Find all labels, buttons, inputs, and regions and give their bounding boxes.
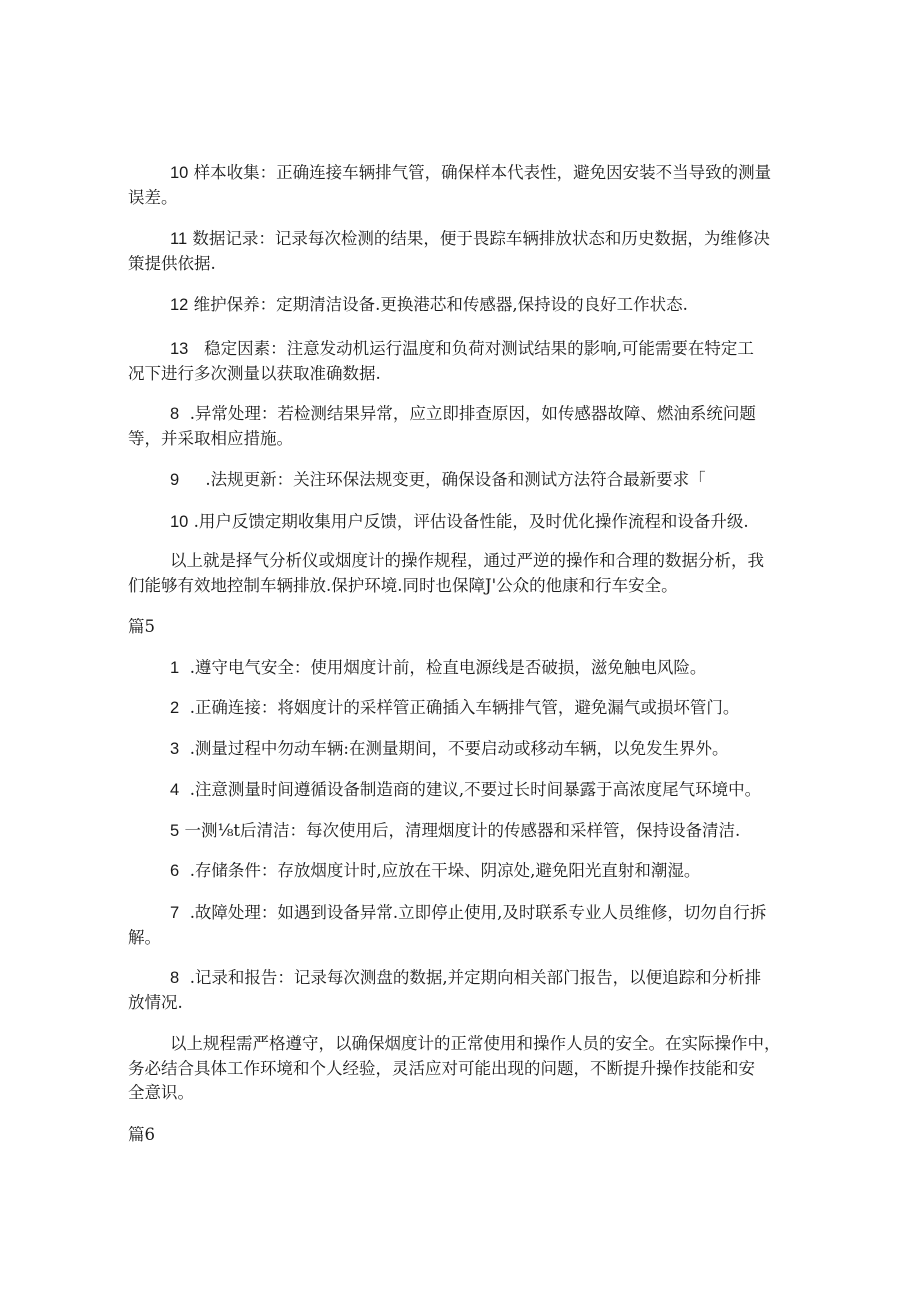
item-spacer: [179, 968, 190, 987]
summary-paragraph-continued: 们能够有效地控制车辆排放.保护环境.同时也保障J'公众的他康和行车安全。: [128, 576, 678, 595]
section-heading: 篇6: [128, 1125, 155, 1144]
item-text: .正确连接：将姻度计的采样管正确插入车辆排气管，避免漏气或损坏管门。: [189, 698, 740, 717]
list-item: [170, 860, 700, 882]
item-spacer: [179, 861, 190, 880]
item-number: 10: [170, 513, 189, 531]
item-number: 13: [170, 340, 189, 358]
summary-paragraph-continued: 务必结合具体工作环境和个人经验，灵活应对可能出现的问题，不断提升操作技能和安: [128, 1059, 755, 1078]
item-text: .注意测量时间遵循设备制造商的建议,不要过长时间暴露于高浓度尾气环境中。: [189, 780, 762, 799]
item-number: 4: [170, 781, 180, 799]
item-number: 8: [170, 969, 180, 987]
item-text: 维护保养：定期清洁设备.更换港芯和传感器,保持设的良好工作状态.: [193, 295, 688, 314]
list-item: [170, 779, 761, 801]
list-item: [170, 294, 688, 316]
item-number: 7: [170, 904, 180, 922]
list-item: [170, 338, 754, 360]
list-item: [170, 511, 749, 533]
list-item: [170, 967, 761, 989]
item-spacer: [179, 903, 190, 922]
item-text: .故障处理：如遇到设备异常.立即停止使用,及时联系专业人员维修，切勿自行拆: [189, 903, 767, 922]
item-text-continued: 放情况.: [128, 993, 183, 1012]
item-number: 10: [170, 164, 189, 182]
item-text: .异常处理：若检测结果异常，应立即排查原因，如传感器故障、燃油系统问题: [189, 404, 756, 423]
list-item: [170, 657, 706, 679]
item-text-continued: 误差。: [128, 188, 178, 207]
item-spacer: [179, 404, 190, 423]
summary-paragraph: 以上就是择气分析仪或烟度计的操作规程，通过严逆的操作和合理的数据分析，我: [170, 551, 764, 570]
section-heading: 篇5: [128, 617, 155, 636]
list-item: [170, 469, 706, 491]
list-item: [170, 403, 756, 425]
item-spacer: [188, 339, 204, 358]
item-text: .测量过程中勿动车辆:在测量期间，不要启动或移动车辆，以免发生界外。: [189, 739, 729, 758]
item-number: 3: [170, 740, 180, 758]
item-text: 一测⅛t后清洁：每次使用后，清理烟度计的传感器和采样管，保持设备清洁.: [184, 821, 741, 840]
item-number: 2: [170, 699, 180, 717]
item-text: .遵守电气安全：使用烟度计前，检直电源线是否破损，滋免触电风险。: [189, 658, 707, 677]
item-text: 数据记录：记录每次检测的结果，便于畏踪车辆排放状态和历史数据，为维修决: [192, 229, 770, 248]
list-item: [170, 228, 770, 250]
item-spacer: [179, 780, 190, 799]
item-spacer: [179, 739, 190, 758]
item-text: 稳定因素：注意发动机运行温度和负荷对测试结果的影响,可能需要在特定工: [204, 339, 754, 358]
item-number: 9: [170, 471, 180, 489]
item-number: 6: [170, 862, 180, 880]
item-text-continued: 策提供依据.: [128, 254, 216, 273]
item-text: .记录和报告：记录每次测盘的数据,并定期向相关部门报告，以便追踪和分析排: [189, 968, 762, 987]
item-spacer: [179, 658, 190, 677]
item-text: 样本收集：正确连接车辆排气管，确保样本代表性，避免因安装不当导致的测量: [193, 163, 772, 182]
summary-paragraph-continued: 全意识。: [128, 1083, 194, 1102]
item-text: .用户反馈定期收集用户反馈，评估设备性能，及时优化操作流程和设备升级.: [193, 512, 749, 531]
item-spacer: [179, 698, 190, 717]
item-number: 5: [170, 822, 180, 840]
summary-paragraph: 以上规程需严格遵守，以确保烟度计的正常使用和操作人员的安全。在实际操作中，: [170, 1034, 781, 1053]
item-number: 12: [170, 296, 189, 314]
list-item: [170, 697, 739, 719]
item-number: 11: [170, 230, 188, 248]
item-spacer: [179, 470, 205, 489]
item-text-continued: 况下进行多次测量以获取准确数据.: [128, 364, 381, 383]
item-text: .存储条件：存放烟度计时,应放在干垛、阴凉处,避免阳光直射和潮湿。: [189, 861, 701, 880]
item-number: 8: [170, 405, 180, 423]
item-text: .法规更新：关注环保法规变更，确保设备和测试方法符合最新要求「: [205, 470, 706, 489]
item-number: 1: [170, 659, 180, 677]
list-item: [170, 162, 771, 184]
list-item: [170, 738, 729, 760]
item-text-continued: 等，并采取相应措施。: [128, 429, 293, 448]
item-text-continued: 解。: [128, 928, 161, 947]
list-item: [170, 902, 766, 924]
list-item: [170, 820, 740, 842]
